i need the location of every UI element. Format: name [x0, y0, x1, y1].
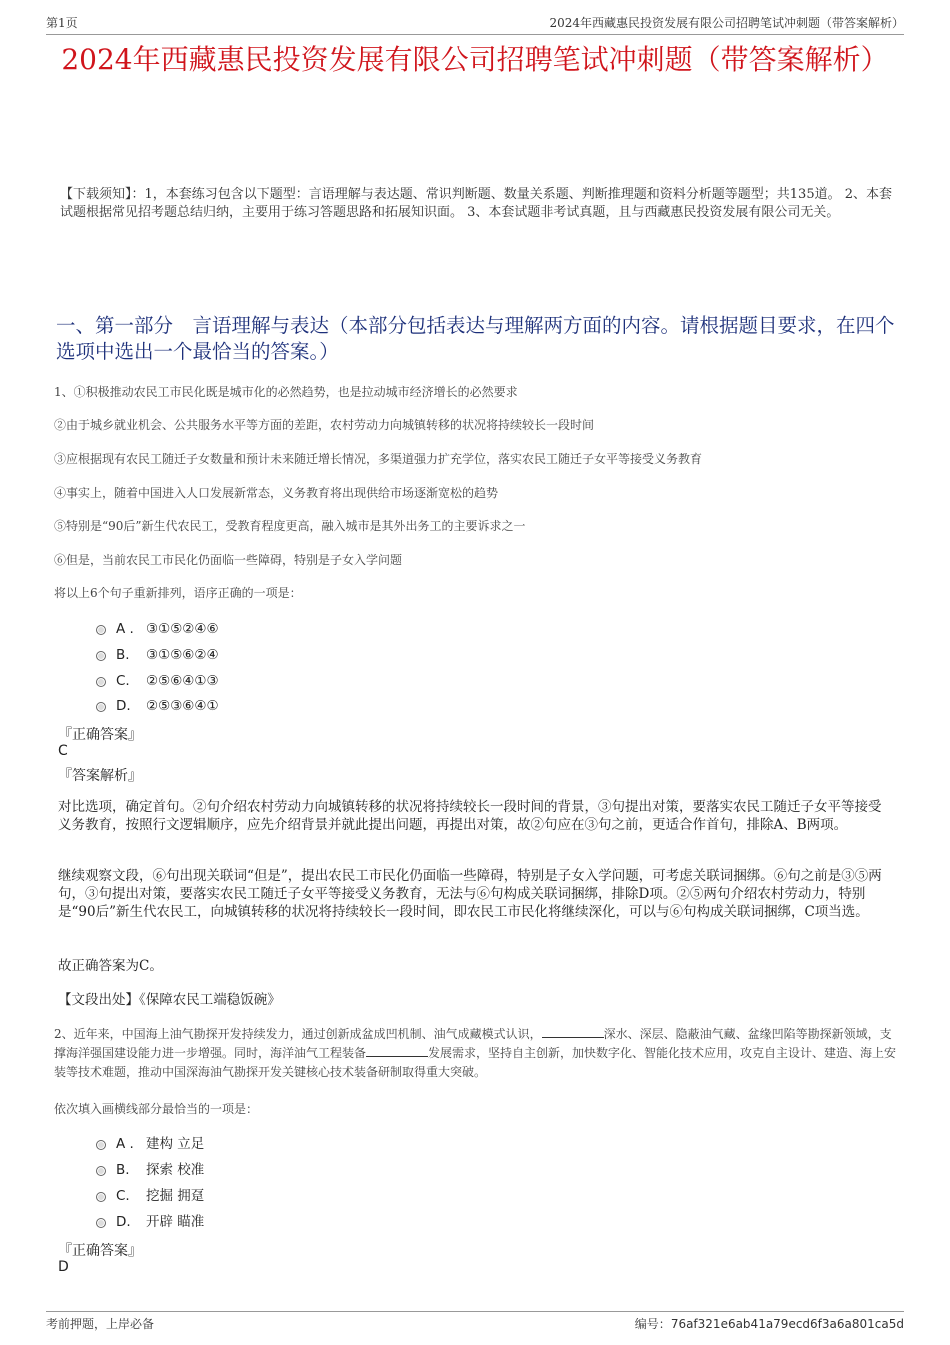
radio-icon[interactable]	[96, 1140, 106, 1150]
q1-analysis-label: 『答案解析』	[58, 768, 142, 784]
q2-prompt: 依次填入画横线部分最恰当的一项是：	[54, 1102, 259, 1116]
download-notice: 【下载须知】：1，本套练习包含以下题型：言语理解与表达题、常识判断题、数量关系题、判断推理题和资料分析题等题型；共135道。 2、本套试题根据常见招考题总结归纳，主要用于练习答题思路和拓展知识面。 3、本套试题非考试真题，且与西藏惠民投资发展有限公司无关。	[60, 187, 892, 220]
q1-prompt: 将以上6个句子重新排列，语序正确的一项是：	[54, 586, 302, 600]
q1-option-c[interactable]: C. ②⑤⑥④①③	[96, 671, 219, 691]
q2-answer: D	[58, 1259, 69, 1275]
q2-option-a[interactable]: A . 建构 立足	[96, 1134, 204, 1154]
radio-icon[interactable]	[96, 651, 106, 661]
page-footer	[46, 1311, 904, 1334]
radio-icon[interactable]	[96, 1192, 106, 1202]
radio-icon[interactable]	[96, 1218, 106, 1228]
q1-stem-2: ②由于城乡就业机会、公共服务水平等方面的差距，农村劳动力向城镇转移的状况将持续较长一段时间	[54, 418, 595, 432]
q2-answer-label: 『正确答案』	[58, 1243, 142, 1259]
section-heading: 一、第一部分 言语理解与表达（本部分包括表达与理解两方面的内容。请根据题目要求，在四个选项中选出一个最恰当的答案。）	[56, 314, 895, 363]
q1-option-a[interactable]: A . ③①⑤②④⑥	[96, 619, 219, 639]
page-number: 第1页	[46, 16, 78, 30]
q2-option-d[interactable]: D. 开辟 瞄准	[96, 1212, 204, 1232]
blank-2	[366, 1046, 428, 1057]
footer-slogan: 考前押题，上岸必备	[46, 1317, 155, 1331]
footer-code: 编号：76af321e6ab41a79ecd6f3a6a801ca5d	[634, 1317, 904, 1331]
q1-analysis-3: 故正确答案为C。	[58, 958, 163, 974]
q1-option-d[interactable]: D. ②⑤③⑥④①	[96, 696, 219, 716]
header-doc-title: 2024年西藏惠民投资发展有限公司招聘笔试冲刺题（带答案解析）	[549, 16, 904, 30]
q1-stem-5: ⑤特别是“90后”新生代农民工，受教育程度更高，融入城市是其外出务工的主要诉求之一	[54, 519, 526, 533]
q2-stem: 2、近年来，中国海上油气勘探开发持续发力，通过创新成盆成凹机制、油气成藏模式认识， 深水、深层、隐蔽油气藏、盆缘凹陷等勘探新领域，支撑海洋强国建设能力进一步增强。同时，海洋油气工程装备 发展需求，坚持自主创新，加快数字化、智能化技术应用，攻克自主设计、建造、海上安装等技术难题，推动中国深海油气勘探开发关键核心技术装备研制取得重大突破。	[54, 1027, 897, 1079]
q1-answer-label: 『正确答案』	[58, 727, 142, 743]
blank-1	[542, 1027, 604, 1038]
page-header	[46, 12, 904, 35]
q1-stem-4: ④事实上，随着中国进入人口发展新常态，义务教育将出现供给市场逐渐宽松的趋势	[54, 486, 499, 500]
q2-option-b[interactable]: B. 探索 校准	[96, 1160, 204, 1180]
q1-source: 【文段出处】《保障农民工端稳饭碗》	[58, 992, 281, 1008]
q2-option-c[interactable]: C. 挖掘 拥趸	[96, 1186, 204, 1206]
radio-icon[interactable]	[96, 677, 106, 687]
radio-icon[interactable]	[96, 625, 106, 635]
q1-analysis-2: 继续观察文段，⑥句出现关联词“但是”，提出农民工市民化仍面临一些障碍，特别是子女入学问题，可考虑关联词捆绑。⑥句之前是③⑤两句，③句提出对策，要落实农民工随迁子女平等接受义务教育，无法与⑥句构成关联词捆绑，排除D项。②⑤两句介绍农村劳动力，特别是“90后”新生代农民工，向城镇转移的状况将持续较长一段时间，即农民工市民化将继续深化，可以与⑥句构成关联词捆绑，C项当选。	[58, 868, 882, 920]
radio-icon[interactable]	[96, 702, 106, 712]
q1-answer: C	[58, 743, 68, 759]
q1-stem-6: ⑥但是，当前农民工市民化仍面临一些障碍，特别是子女入学问题	[54, 553, 403, 567]
q1-stem-3: ③应根据现有农民工随迁子女数量和预计未来随迁增长情况，多渠道强力扩充学位，落实农民工随迁子女平等接受义务教育	[54, 452, 703, 466]
page-title: 2024年西藏惠民投资发展有限公司招聘笔试冲刺题（带答案解析）	[61, 43, 889, 76]
radio-icon[interactable]	[96, 1166, 106, 1176]
q1-stem-1: 1、①积极推动农民工市民化既是城市化的必然趋势，也是拉动城市经济增长的必然要求	[54, 385, 518, 399]
q1-analysis-1: 对比选项，确定首句。②句介绍农村劳动力向城镇转移的状况将持续较长一段时间的背景，③句提出对策，要落实农民工随迁子女平等接受义务教育，按照行文逻辑顺序，应先介绍背景并就此提出问题，再提出对策，故②句应在③句之前，更适合作首句，排除A、B两项。	[58, 799, 882, 833]
q1-option-b[interactable]: B. ③①⑤⑥②④	[96, 645, 219, 665]
